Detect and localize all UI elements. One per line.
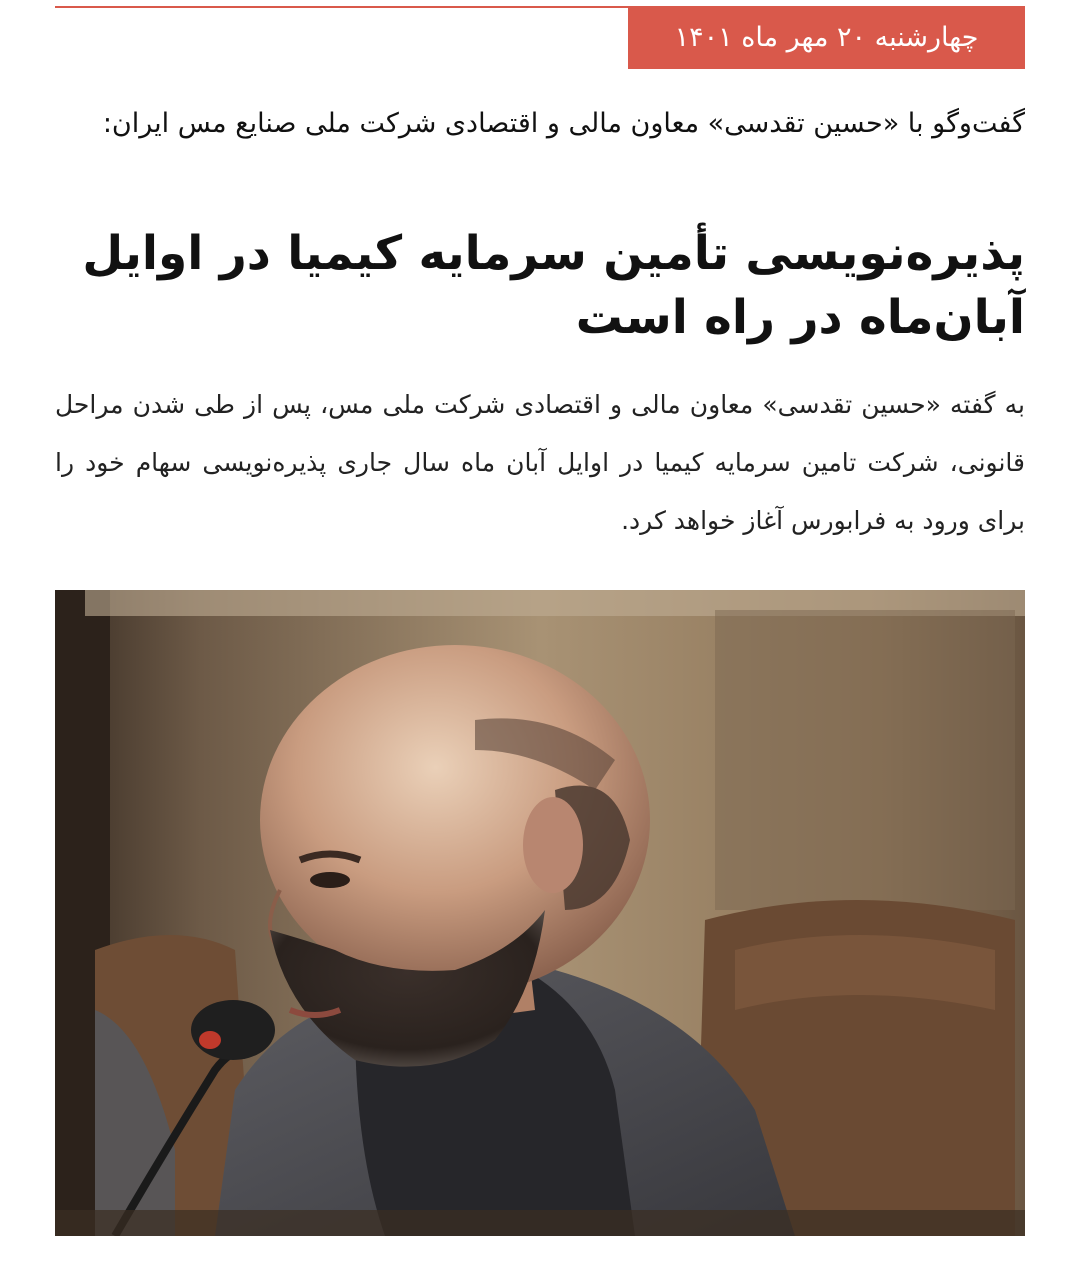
portrait-illustration xyxy=(55,590,1025,1236)
article-headline[interactable]: پذیره‌نویسی تأمین سرمایه کیمیا در اوایل آبان‌ماه در راه است xyxy=(82,226,1025,345)
article-kicker: گفت‌وگو با «حسین تقدسی» معاون مالی و اقتصادی شرکت ملی صنایع مس ایران: xyxy=(102,108,1025,139)
article-photo[interactable] xyxy=(55,590,1025,1236)
article-lead: به گفته «حسین تقدسی» معاون مالی و اقتصادی شرکت ملی مس، پس از طی شدن مراحل قانونی، شرکت تامین سرمایه کیمیا در اوایل آبان ماه سال جاری پذیره‌نویسی سهام خود را برای ورود به فرابورس آغاز خواهد کرد. xyxy=(55,390,1025,535)
date-badge: چهارشنبه ۲۰ مهر ماه ۱۴۰۱ xyxy=(628,6,1025,69)
